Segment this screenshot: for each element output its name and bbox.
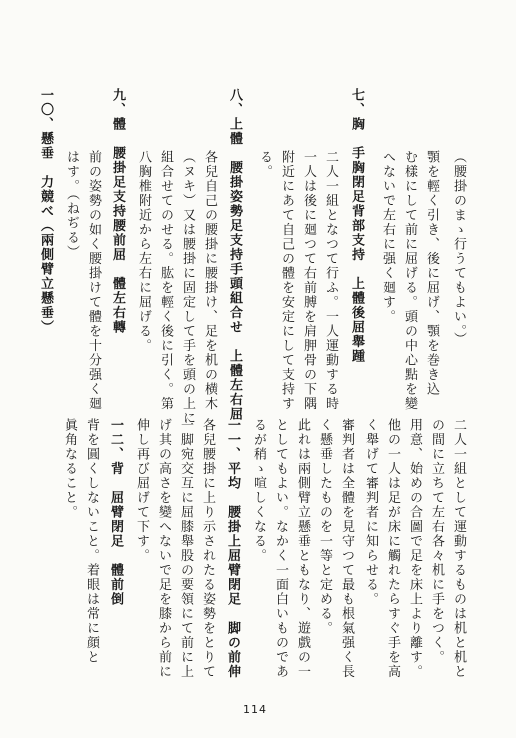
section-heading: 八、上體 腰掛姿勢足支持手頭組合せ 上體左右屈: [227, 88, 242, 422]
section-heading: 七、胸 手胸閉足背部支持 上體後屈舉踵: [349, 88, 364, 364]
text-column: 審判者は全體を見守つて最も根氣强く長: [339, 418, 354, 679]
text-column: 此れは兩側臂立懸垂ともなり、遊戲の一: [295, 418, 310, 679]
text-column: 八胸椎附近から左右に屈げる。: [136, 150, 151, 353]
text-column: く懸垂したものを一等と定める。: [317, 418, 332, 636]
text-column: 各兒腰掛に上り示されたる姿勢をとりて: [200, 418, 215, 679]
text-column: く舉げて審判者に知らせる。: [363, 418, 378, 607]
text-column: はす。（ねぢる）: [64, 150, 79, 260]
text-column: 附近にあて自己の體を安定にして支持す: [279, 150, 294, 411]
text-column: 他の一人は足が床に觸れたらすぐ手を高: [385, 418, 400, 679]
section-heading: 一〇、懸垂 力競べ（兩側臂立懸垂）: [38, 88, 53, 335]
text-column: 組合せてのせる。肱を輕く後に引く。第: [158, 150, 173, 411]
text-column: （腰掛のまゝ行うてもよい。）: [451, 150, 466, 347]
text-column: 顎を輕く引き、後に屈げ、顎を巻き込: [424, 150, 439, 397]
text-column: 眞角なること。: [62, 418, 77, 520]
text-column: む樣にして前に屈げる。頭の中心點を變: [402, 150, 417, 411]
text-column: としてもよい。なかく一面白いものであ: [273, 418, 288, 679]
text-column: の間に立ちて左右各々机に手をつく。: [429, 418, 444, 665]
text-column: 各兒自己の腰掛に腰掛け、足を机の横木: [202, 150, 217, 411]
text-column: 二人一組として運動するものは机と机と: [451, 418, 466, 679]
text-column: るが稍ゝ喧しくなる。: [251, 418, 266, 563]
text-column: る。: [257, 150, 272, 179]
text-column: 背を圓くしないこと。着眼は常に顔と: [84, 418, 99, 665]
text-column: 二人一組となつて行ふ。一人運動する時: [323, 150, 338, 411]
text-column: げ其の高さを變へないで足を膝から前に: [156, 418, 171, 679]
text-column: 伸し再び屈げて下す。: [134, 418, 149, 563]
section-heading: 九、體 腰掛足支持腰前屈 體左右轉: [110, 88, 125, 335]
text-column: 用意、始めの合圖で足を床上より離す。: [407, 418, 422, 679]
text-column: へないで左右に强く廻す。: [380, 150, 395, 324]
section-heading: 一二、背 屈臂閉足 體前倒: [108, 418, 123, 607]
text-column: 一人は後に廻つて右前膊を肩胛骨の下隅: [301, 150, 316, 411]
text-column: 一脚宛交互に屈膝舉股の要領にて前に上: [178, 418, 193, 679]
page-number: 114: [243, 703, 267, 716]
section-heading: 一一、平均 腰掛上屈臂閉足 脚の前伸: [225, 418, 240, 679]
text-column: 前の姿勢の如く腰掛けて體を十分强く廻: [86, 150, 101, 411]
text-column: （ヌキ）又は腰掛に固定して手を頭の上に: [180, 150, 195, 426]
